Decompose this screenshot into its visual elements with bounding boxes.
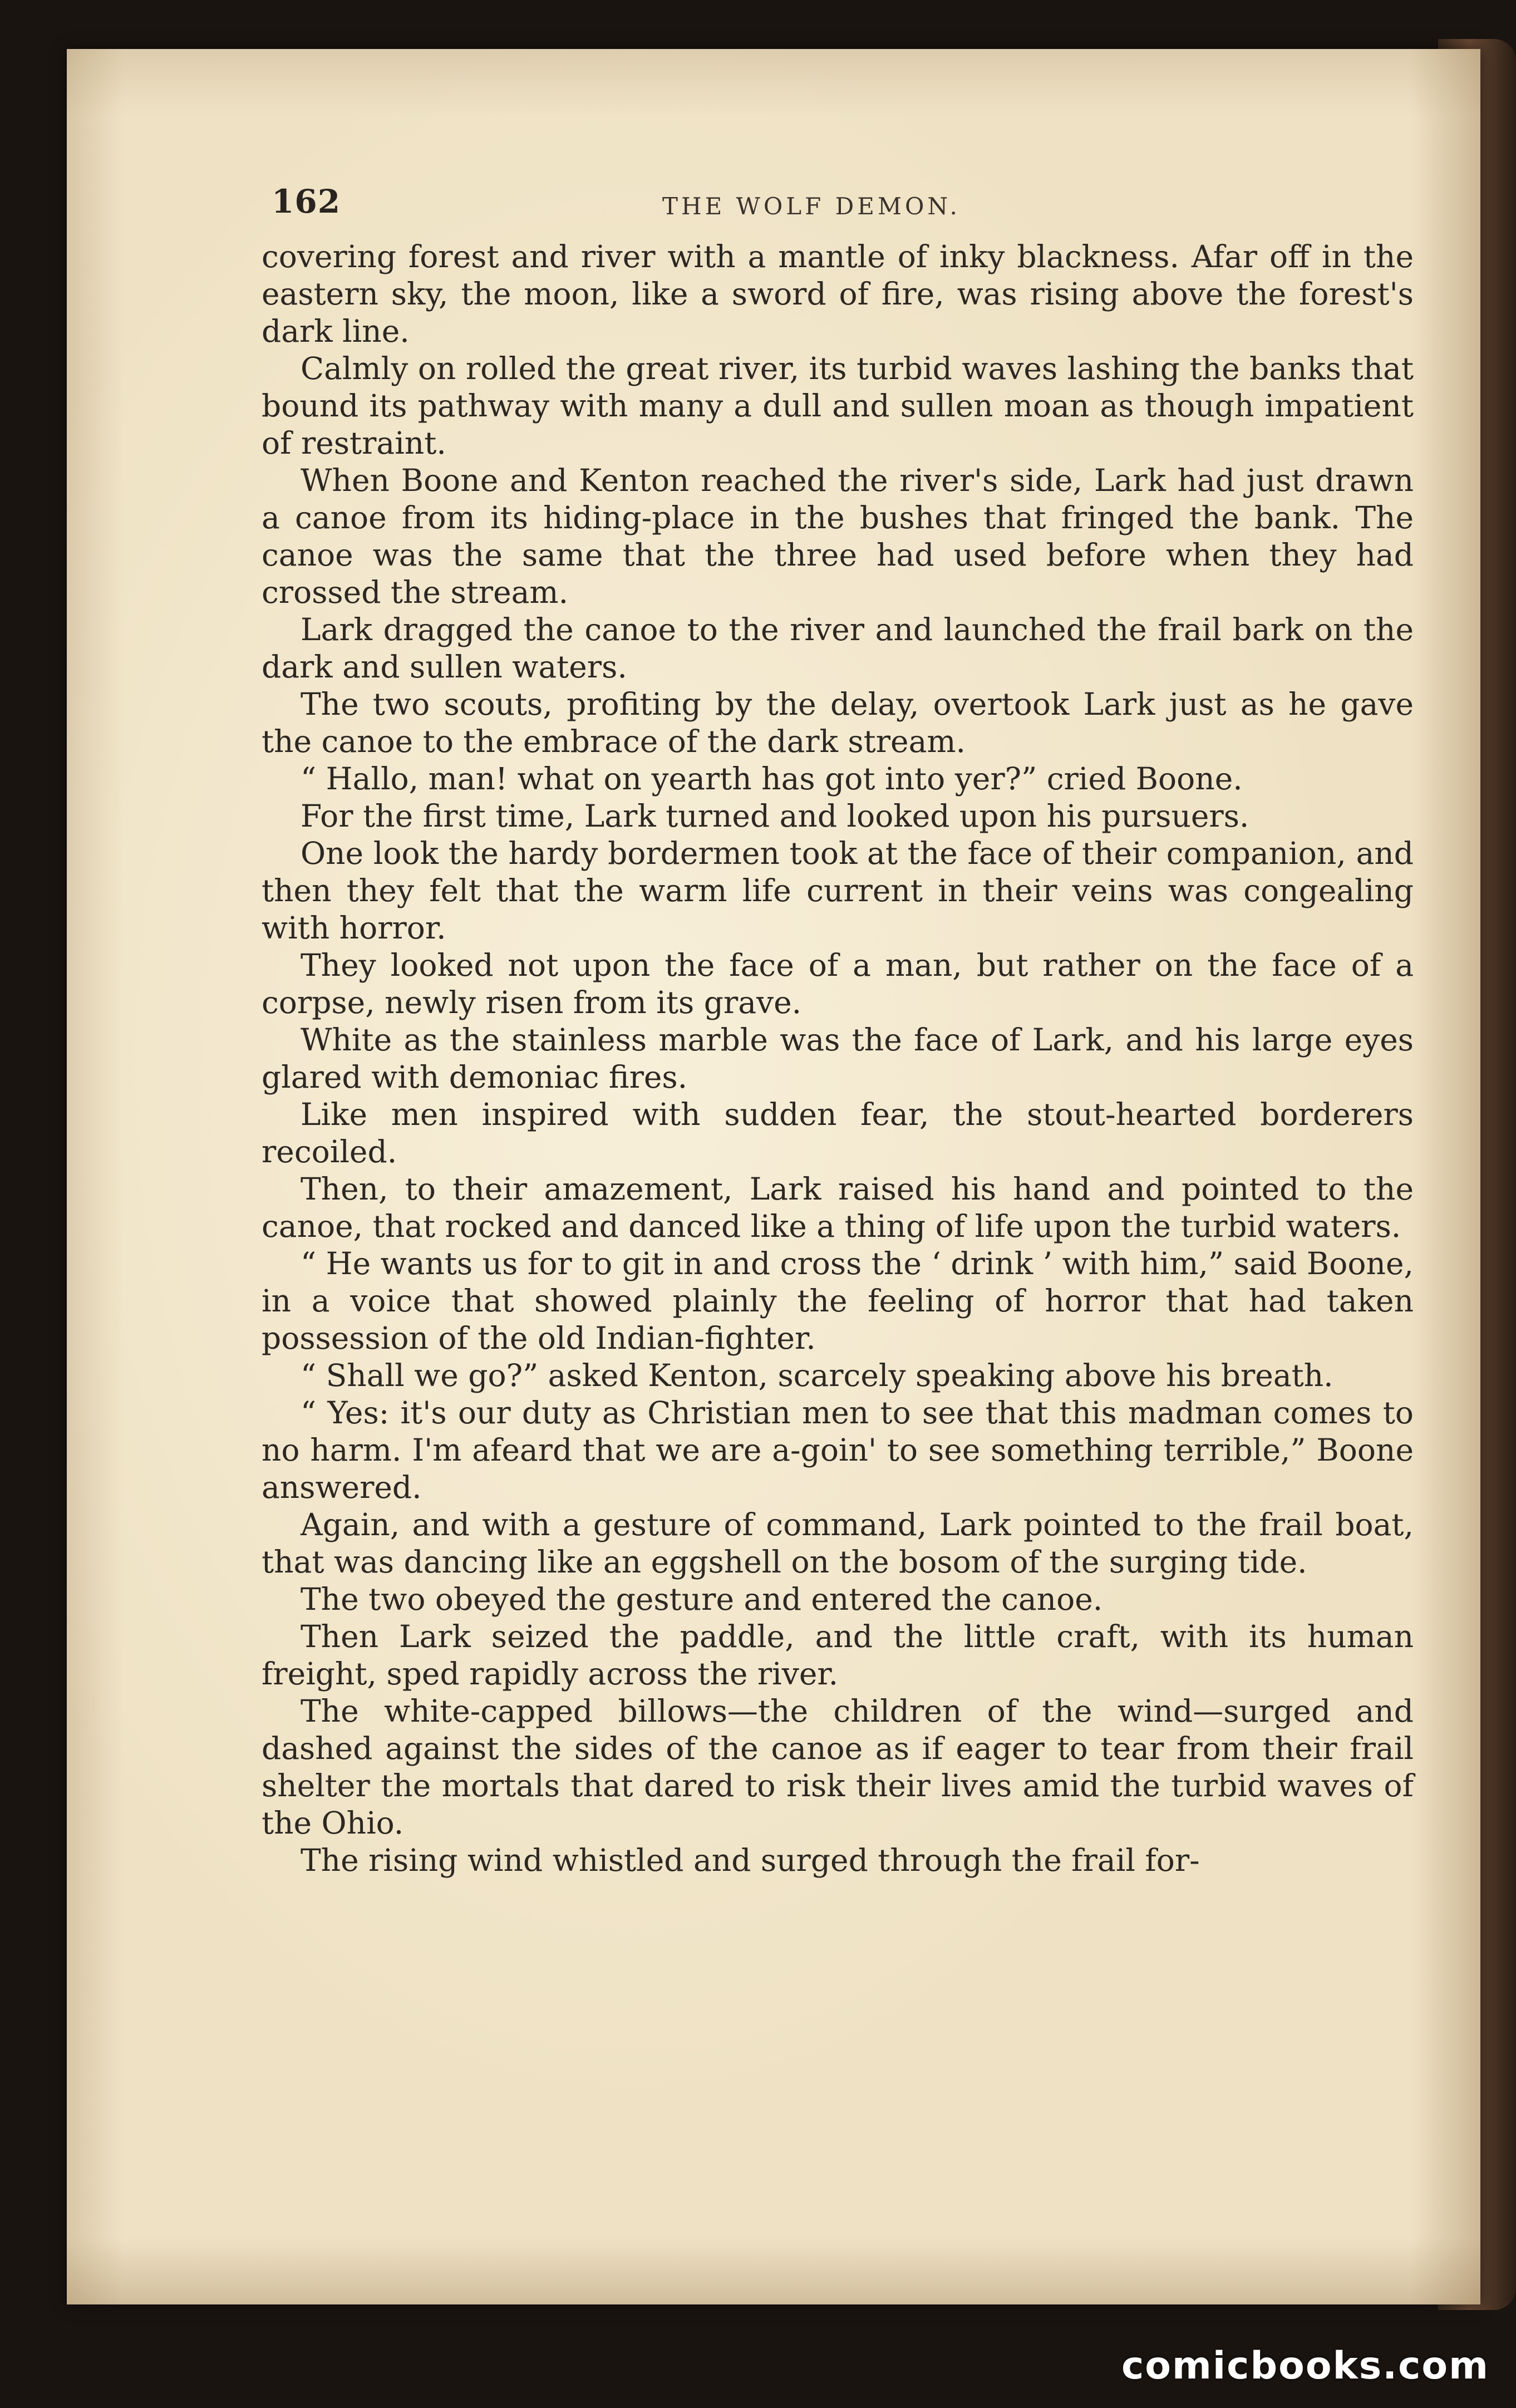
paragraph: The white-capped billows—the children of the wind—surged and dashed against the sides of the canoe as if eager to tear from their frail shelter the mortals that dared to risk their lives amid the turbid waves of the Ohio. [262, 1693, 1414, 1841]
paragraph: For the first time, Lark turned and looked upon his pursuers. [301, 798, 1249, 834]
paragraph: The two obeyed the gesture and entered the canoe. [301, 1581, 1103, 1617]
paragraph: They looked not upon the face of a man, but rather on the face of a corpse, newly risen from its grave. [262, 947, 1414, 1020]
paragraph: When Boone and Kenton reached the river's side, Lark had just drawn a canoe from its hiding-place in the bushes that fringed the bank. The canoe was the same that the three had used before when they had crossed the stream. [262, 463, 1414, 610]
paragraph: “ He wants us for to git in and cross the ‘ drink ’ with him,” said Boone, in a voice that showed plainly the feeling of horror that had taken possession of the old Indian-fighter. [262, 1246, 1414, 1356]
paragraph: One look the hardy bordermen took at the face of their companion, and then they felt that the warm life current in their veins was congealing with horror. [262, 836, 1414, 946]
paragraph: Like men inspired with sudden fear, the stout-hearted borderers recoiled. [262, 1097, 1414, 1169]
body-text [262, 238, 1414, 1879]
paragraph: Then, to their amazement, Lark raised his hand and pointed to the canoe, that rocked and danced like a thing of life upon the turbid waters. [262, 1171, 1414, 1244]
paragraph: “ Shall we go?” asked Kenton, scarcely speaking above his breath. [301, 1358, 1333, 1393]
paragraph: The two scouts, profiting by the delay, overtook Lark just as he gave the canoe to the embrace of the dark stream. [262, 686, 1414, 759]
book-page [67, 49, 1480, 2304]
paragraph: Then Lark seized the paddle, and the little craft, with its human freight, sped rapidly across the river. [262, 1619, 1414, 1692]
running-title: THE WOLF DEMON. [662, 193, 961, 220]
page-number: 162 [272, 183, 341, 220]
paragraph: Lark dragged the canoe to the river and launched the frail bark on the dark and sullen waters. [262, 612, 1414, 685]
paragraph: covering forest and river with a mantle of inky blackness. Afar off in the eastern sky, the moon, like a sword of fire, was rising above the forest's dark line. [262, 239, 1414, 349]
paragraph: Again, and with a gesture of command, Lark pointed to the frail boat, that was dancing like an eggshell on the bosom of the surging tide. [262, 1507, 1414, 1580]
watermark: comicbooks.com [1121, 2344, 1489, 2388]
paragraph: White as the stainless marble was the face of Lark, and his large eyes glared with demoniac fires. [262, 1022, 1414, 1095]
paragraph: Calmly on rolled the great river, its turbid waves lashing the banks that bound its pathway with many a dull and sullen moan as though impatient of restraint. [262, 351, 1414, 461]
paragraph: “ Hallo, man! what on yearth has got into yer?” cried Boone. [301, 761, 1243, 797]
paragraph: “ Yes: it's our duty as Christian men to see that this madman comes to no harm. I'm afeard that we are a-goin' to see something terrible,” Boone answered. [262, 1395, 1414, 1505]
paragraph: The rising wind whistled and surged through the frail for- [301, 1842, 1200, 1878]
